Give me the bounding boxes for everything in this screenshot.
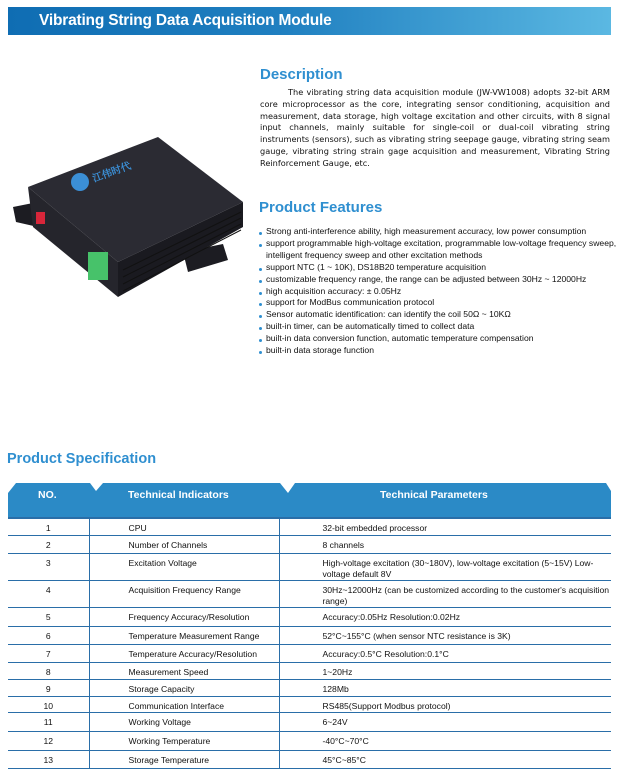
feature-item: high acquisition accuracy: ± 0.05Hz — [258, 286, 618, 298]
indicator-cell: Working Voltage — [89, 712, 279, 731]
row-number: 13 — [8, 750, 89, 768]
indicator-cell: Frequency Accuracy/Resolution — [89, 607, 279, 626]
indicator-cell: Number of Channels — [89, 535, 279, 553]
row-number: 6 — [8, 626, 89, 644]
parameter-cell: 32-bit embedded processor — [322, 523, 428, 533]
title-banner — [8, 7, 611, 35]
feature-item: support for ModBus communication protocol — [258, 297, 618, 309]
feature-item: built-in data storage function — [258, 345, 618, 357]
column-header-indicators: Technical Indicators — [128, 489, 229, 501]
indicator-cell: Communication Interface — [89, 696, 279, 712]
row-number: 10 — [8, 696, 89, 712]
svg-text:江伟时代: 江伟时代 — [91, 160, 133, 185]
row-number: 9 — [8, 679, 89, 696]
parameter-cell: Accuracy:0.05Hz Resolution:0.02Hz — [322, 611, 461, 622]
table-row — [8, 712, 611, 731]
indicator-cell: Excitation Voltage — [89, 553, 279, 580]
table-row — [8, 644, 611, 662]
parameter-cell: 52°C~155°C (when sensor NTC resistance is 3K) — [322, 630, 511, 641]
row-number: 8 — [8, 662, 89, 679]
parameter-cell: 30Hz~12000Hz (can be customized according to the customer's acquisition range) — [322, 584, 610, 606]
feature-item: built-in timer, can be automatically timed to collect data — [258, 321, 618, 333]
row-number: 3 — [8, 553, 89, 580]
parameter-cell: Accuracy:0.5°C Resolution:0.1°C — [322, 648, 449, 659]
table-row — [8, 662, 611, 679]
table-row — [8, 580, 611, 607]
column-header-no: NO. — [38, 489, 57, 501]
table-row — [8, 731, 611, 750]
parameter-cell: RS485(Support Modbus protocol) — [322, 700, 451, 711]
table-row — [8, 553, 611, 580]
spec-table — [8, 517, 611, 769]
product-photo — [8, 132, 248, 297]
indicator-cell: Acquisition Frequency Range — [89, 580, 279, 607]
feature-item: support programmable high-voltage excitation, programmable low-voltage frequency sweep, intelligent frequency sweep and other excitation methods — [258, 238, 618, 262]
parameter-cell: 128Mb — [322, 683, 349, 694]
table-row — [8, 607, 611, 626]
description-text: The vibrating string data acquisition module (JW-VW1008) adopts 32-bit ARM core microprocessor as the core, integrating sensor conditioning, acquisition and measurement, data storage, high voltage excitation and other circuits, with 8 signal input channels, mainly suitable for single-coil or dual-coil vibrating string instruments (sensors), such as vibrating string seepage gauge, vibrating string seam gauge, vibrating string strain gage acquisition and measurement, Vibrating String Reinforcement Gauge, etc. — [260, 87, 610, 168]
feature-item: Sensor automatic identification: can identify the coil 50Ω ~ 10KΩ — [258, 309, 618, 321]
row-number: 11 — [8, 712, 89, 731]
parameter-cell: 1~20Hz — [322, 666, 353, 677]
indicator-cell: Storage Temperature — [89, 750, 279, 768]
table-row — [8, 518, 611, 535]
feature-item: Strong anti-interference ability, high measurement accuracy, low power consumption — [258, 226, 618, 238]
row-number: 2 — [8, 535, 89, 553]
indicator-cell: Storage Capacity — [89, 679, 279, 696]
feature-item: built-in data conversion function, automatic temperature compensation — [258, 333, 618, 345]
indicator-cell: Working Temperature — [89, 731, 279, 750]
features-heading: Product Features — [259, 199, 383, 216]
row-number: 5 — [8, 607, 89, 626]
parameter-cell: 8 channels — [322, 539, 365, 550]
indicator-cell: Measurement Speed — [89, 662, 279, 679]
spec-table-header — [8, 483, 611, 517]
column-header-parameters: Technical Parameters — [380, 489, 488, 501]
parameter-cell: High-voltage excitation (30~180V), low-voltage excitation (5~15V) Low-voltage default 8V — [322, 557, 594, 579]
table-row — [8, 750, 611, 768]
parameter-cell: 6~24V — [322, 716, 348, 727]
parameter-cell: -40°C~70°C — [322, 735, 369, 746]
power-switch — [36, 212, 45, 224]
description-heading: Description — [260, 66, 343, 83]
row-number: 7 — [8, 644, 89, 662]
row-number: 12 — [8, 731, 89, 750]
parameter-cell: 45°C~85°C — [322, 754, 366, 765]
page-title: Vibrating String Data Acquisition Module — [39, 12, 332, 29]
row-number: 4 — [8, 580, 89, 607]
row-number: 1 — [8, 518, 89, 535]
table-row — [8, 626, 611, 644]
features-list — [258, 226, 618, 357]
spec-heading: Product Specification — [7, 451, 157, 467]
feature-item: customizable frequency range, the range can be adjusted between 30Hz ~ 12000Hz — [258, 274, 618, 286]
indicator-cell: Temperature Measurement Range — [89, 626, 279, 644]
indicator-cell: Temperature Accuracy/Resolution — [89, 644, 279, 662]
table-row — [8, 679, 611, 696]
table-row — [8, 535, 611, 553]
indicator-cell: CPU — [89, 518, 279, 535]
table-row — [8, 696, 611, 712]
feature-item: support NTC (1 ~ 10K), DS18B20 temperature acquisition — [258, 262, 618, 274]
